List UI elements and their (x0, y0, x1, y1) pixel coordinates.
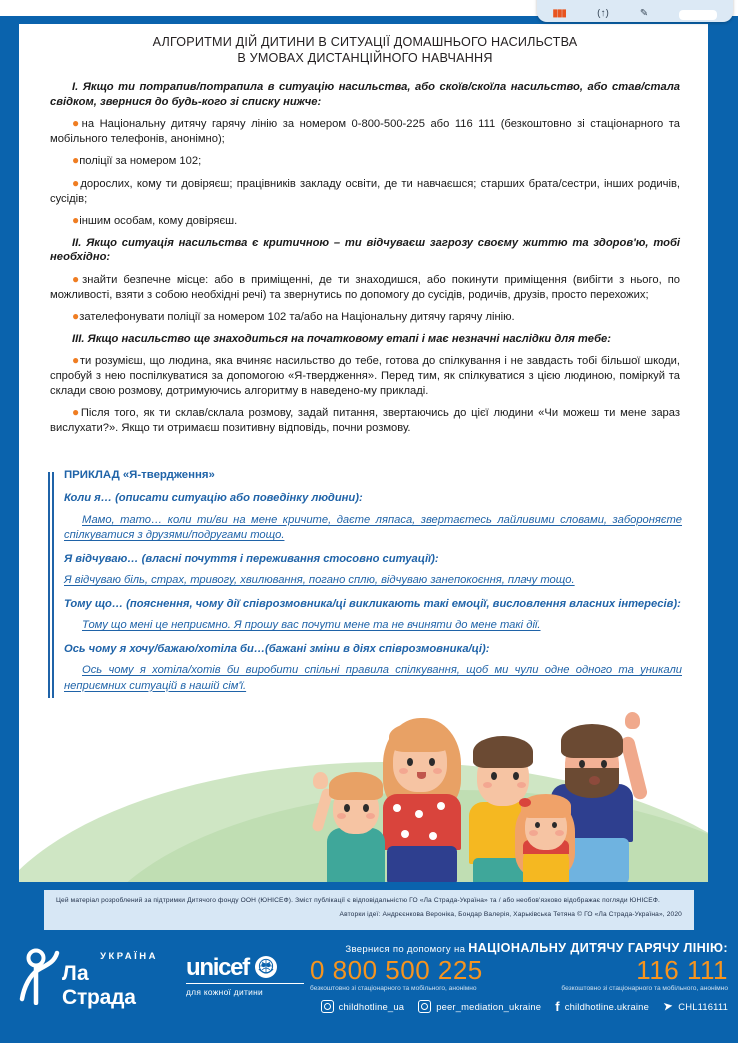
hotline-lead-bold: НАЦІОНАЛЬНУ ДИТЯЧУ ГАРЯЧУ ЛІНІЮ: (468, 941, 728, 955)
figure-little-boy (311, 706, 409, 882)
list-item-text: на Національну дитячу гарячу лінію за номером 0-800-500-225 або 116 111 (безкоштовно зі стаціонарного та мобільного телефонів, анонімно); (50, 118, 680, 145)
list-item (50, 153, 680, 169)
hotline-number-primary[interactable]: 0 800 500 225 (310, 955, 483, 985)
facebook-icon: f (555, 999, 560, 1015)
example-answer (64, 573, 682, 589)
floating-toolbar[interactable] (537, 0, 733, 22)
little-boy-eye-left (344, 804, 350, 812)
example-prompt: Ось чому я хочу/бажаю/хотіла би…(бажані зміни в діях співрозмовника/ці): (64, 642, 490, 655)
social-telegram[interactable] (661, 998, 728, 1015)
la-strada-country: УКРАЇНА (100, 951, 158, 962)
list-item-text: зателефонувати поліції за номером 102 та/або на Національну дитячу гарячу лінію. (79, 311, 515, 324)
la-strada-name: Ла Страда (62, 962, 136, 1009)
unicef-emblem-icon (255, 956, 277, 978)
hotline-lead-normal: Звернися по допомогу на (345, 944, 469, 955)
la-strada-logo[interactable] (18, 947, 158, 1009)
example-answer (64, 513, 682, 544)
list-item (50, 405, 680, 435)
bullet-dot-icon: ● (72, 175, 81, 190)
little-boy-hair (329, 772, 383, 800)
father-eye-right (601, 760, 607, 768)
hotline-lead (310, 941, 728, 955)
list-item-text: поліції за номером 102; (79, 155, 202, 168)
little-boy-hand (313, 772, 328, 789)
la-strada-wordmark (62, 951, 158, 1010)
hotline-note-primary: безкоштовно зі стаціонарного та мобільного, анонімно (310, 985, 477, 992)
unicef-tagline: для кожної дитини (186, 987, 263, 997)
list-item (50, 272, 680, 302)
hotline-note-secondary: безкоштовно зі стаціонарного та мобільного, анонімно (561, 985, 728, 992)
unicef-wordmark: unicef (186, 954, 249, 981)
section-heading-1: I. Якщо ти потрапив/потрапила в ситуацію насильства, або скоїв/скоїла насильство, або став/стала свідком, звернися до будь-кого зі списку нижче: (50, 81, 680, 108)
page-title-line-2: В УМОВАХ ДИСТАНЦІЙНОГО НАВЧАННЯ (237, 51, 493, 65)
list-item (50, 176, 680, 206)
example-answer (64, 618, 682, 634)
example-answer-text: Мамо, тато… коли ти/ви на мене кричите, даєте ляпаса, звертаєтесь лайливими словами, забороняєте спілкуватися з друзями/подругами тощо. (64, 513, 682, 541)
page-title (50, 34, 680, 66)
unicef-divider (186, 983, 304, 984)
bullet-dot-icon: ● (72, 405, 81, 420)
bullet-dot-icon: ● (72, 116, 82, 131)
mother-polka-2 (415, 810, 423, 818)
example-answer (64, 663, 682, 694)
girl-bow (519, 798, 531, 807)
social-handle: CHL116111 (678, 1001, 728, 1013)
bullet-dot-icon: ● (72, 353, 80, 368)
list-item (50, 213, 680, 229)
section-heading-3: III. Якщо насильство ще знаходиться на початковому етапі і має незначні наслідки для тебе: (72, 332, 611, 345)
social-handle: peer_mediation_ukraine (436, 1001, 542, 1013)
figure-little-girl (505, 706, 591, 882)
mother-cheek-right (433, 768, 442, 774)
bullet-dot-icon: ● (72, 271, 83, 286)
instagram-icon (418, 1000, 431, 1013)
list-item-text: ти розумієш, що людина, яка вчиняє насильство до тебе, готова до спілкування і не завдасть тобі більшої шкоди, спробуй з нею поспілкуватися за допомогою «Я-твердження». Перед тим, як спілкуватися з цією людиною, поміркуй та склади свою розмову, дотримуючись алгоритму в наведено-му прикладі. (50, 355, 681, 397)
example-prompt: Я відчуваю… (власні почуття і переживання стосовно ситуації): (64, 552, 439, 565)
girl-eye-right (552, 822, 557, 828)
mother-polka-5 (429, 832, 437, 840)
disclaimer-text: Цей матеріал розроблений за підтримки Дитячого фонду ООН (ЮНІСЕФ). Зміст публікації є відповідальністю ГО «Ла Страда-Україна» та / або необов'язково відображає погляди ЮНІСЕФ. (56, 897, 660, 904)
pen-icon[interactable]: ✎ (639, 9, 649, 19)
hotline-number-secondary[interactable]: 116 111 (636, 955, 728, 985)
hotline-numbers (310, 956, 728, 993)
little-boy-cheek-left (337, 813, 346, 819)
list-item (50, 116, 680, 146)
telegram-icon: ➤ (661, 998, 675, 1015)
girl-cheek-right (555, 830, 564, 836)
father-hand (625, 712, 640, 729)
hotline-right (528, 956, 728, 993)
section-heading-2: II. Якщо ситуація насильства є критичною – ти відчуваєш загрозу своєму життю та здоров'ю, тобі необхідно: (50, 236, 680, 264)
social-handle: childhotline.ukraine (564, 1001, 649, 1013)
instagram-icon (321, 1000, 334, 1013)
little-boy-eye-right (363, 804, 369, 812)
mother-polka-3 (437, 802, 445, 810)
example-box (48, 468, 682, 702)
list-item-text: знайти безпечне місце: або в приміщенні, де ти знаходишся, або покинути приміщення (вибігти з нього, по можливості, взяти з собою необхідні речі) та звернутись по допомогу до сусідів, родичів, друзів, просто перехожих; (50, 273, 680, 301)
little-boy-torso (327, 828, 385, 882)
example-prompt: Тому що… (пояснення, чому дії співрозмовника/ці викликають такі емоції, висловлення власних інтересів): (64, 597, 681, 610)
little-boy-cheek-right (366, 813, 375, 819)
bullet-dot-icon: ● (72, 153, 80, 168)
footer-logos (0, 937, 310, 1037)
older-boy-eye-left (491, 772, 497, 780)
unicef-logo[interactable] (186, 953, 308, 997)
disclaimer-strip (44, 890, 694, 930)
social-links (310, 1000, 728, 1013)
list-item (50, 309, 680, 325)
list-item-text: Після того, як ти склав/склала розмову, задай питання, звертаючись до цієї людини «Чи можеш ти мене зараз вислухати?». Якщо ти отримаєш позитивну відповідь, почни розмову. (50, 407, 680, 434)
hotline-left (310, 956, 510, 993)
list-item (50, 353, 680, 398)
example-answer-text: Ось чому я хотіла/хотів би виробити спільні правила спілкування, щоб ми чули одне одного та уникали неприємних ситуацій в нашій сім'ї. (64, 664, 682, 692)
disclaimer-authors: Авторки ідеї: Андрєєнкова Вероніка, Бондар Валерія, Харьківська Тетяна © ГО «Ла Страда-Україна», 2020 (339, 910, 682, 918)
bullet-dot-icon: ● (72, 213, 80, 228)
list-item-text: іншим особам, кому довіряєш. (79, 215, 238, 228)
example-answer-text: Я відчуваю біль, страх, тривогу, хвилювання, погано сплю, відчуваю занепокоєння, плачу тощо. (64, 574, 575, 586)
page-title-line-1: АЛГОРИТМИ ДІЙ ДИТИНИ В СИТУАЦІЇ ДОМАШНЬОГО НАСИЛЬСТВА (152, 35, 578, 49)
girl-eye-left (535, 822, 540, 828)
older-boy-cheek-left (483, 782, 492, 788)
clock-icon[interactable]: (↑) (597, 9, 609, 19)
social-handle: childhotline_ua (338, 1001, 405, 1013)
footer (0, 933, 738, 1043)
mother-eye-right (429, 758, 435, 766)
list-item-text: дорослих, кому ти довіряєш; працівників закладу освіти, де ти навчаєшся; старших брата/сестри, інших родичів, сусідів; (50, 177, 680, 205)
example-box-title: ПРИКЛАД «Я-твердження» (64, 469, 215, 481)
blank-pill[interactable] (679, 10, 717, 20)
girl-cheek-left (529, 830, 538, 836)
bullet-dot-icon: ● (72, 309, 80, 324)
social-instagram-childhotline[interactable] (321, 1000, 405, 1013)
social-facebook[interactable] (555, 999, 649, 1015)
example-answer-text: Тому що мені це неприємно. Я прошу вас почути мене та не вчиняти до мене такі дії. (82, 619, 541, 631)
hotline-block (310, 941, 728, 1013)
family-illustration (19, 706, 708, 882)
menu-orange-icon[interactable]: ▮▮▮ (552, 9, 567, 19)
social-instagram-peer-mediation[interactable] (418, 1000, 541, 1013)
mother-mouth (417, 772, 426, 779)
example-prompt: Коли я… (описати ситуацію або поведінку людини): (64, 492, 363, 504)
document-body (50, 34, 680, 442)
la-strada-mark-icon (18, 947, 60, 1005)
